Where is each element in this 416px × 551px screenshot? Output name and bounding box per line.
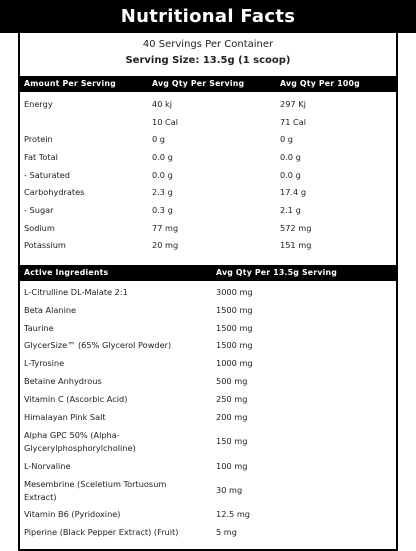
nutrition-row-per-100g: 17.4 g bbox=[280, 187, 307, 197]
ingredient-name: Beta Alanine bbox=[24, 305, 77, 315]
ingredient-qty: 1500 mg bbox=[216, 305, 253, 315]
ingredient-qty: 500 mg bbox=[216, 376, 248, 386]
nutrition-row-label: Carbohydrates bbox=[24, 187, 85, 197]
ingredient-name-line2: Extract) bbox=[24, 492, 57, 502]
ingredient-qty: 3000 mg bbox=[216, 287, 253, 297]
ingredient-qty: 200 mg bbox=[216, 412, 248, 422]
serving-size: Serving Size: 13.5g (1 scoop) bbox=[125, 55, 291, 66]
ingredient-name: Vitamin B6 (Pyridoxine) bbox=[24, 509, 121, 519]
nutrition-row-per-serving: 0.0 g bbox=[152, 170, 173, 180]
nutrition-row-per-serving: 10 Cal bbox=[152, 117, 179, 127]
ingredient-name: Himalayan Pink Salt bbox=[24, 412, 106, 422]
ingredient-name: Betaine Anhydrous bbox=[24, 376, 102, 386]
nutrition-row-label: Potassium bbox=[24, 240, 66, 250]
ingredient-qty: 5 mg bbox=[216, 527, 237, 537]
nutrition-panel bbox=[18, 33, 398, 551]
nutrition-header-amount: Amount Per Serving bbox=[24, 79, 116, 88]
nutrition-row-label: - Sugar bbox=[24, 205, 54, 215]
page-title: Nutritional Facts bbox=[0, 0, 416, 33]
nutrition-header bbox=[20, 76, 396, 92]
ingredient-name: L-Norvaline bbox=[24, 461, 71, 471]
ingredients-header-name: Active Ingredients bbox=[24, 268, 109, 277]
ingredient-name-line2: Glycerylphosphorylcholine) bbox=[24, 443, 136, 453]
nutrition-row-label: Fat Total bbox=[24, 152, 58, 162]
nutrition-row-per-serving: 77 mg bbox=[152, 223, 179, 233]
nutrition-row-per-100g: 0.0 g bbox=[280, 152, 301, 162]
ingredient-name: Piperine (Black Pepper Extract) (Fruit) bbox=[24, 527, 179, 537]
nutrition-row-per-serving: 0.3 g bbox=[152, 205, 173, 215]
ingredient-name: Taurine bbox=[24, 323, 54, 333]
nutrition-row-per-100g: 0 g bbox=[280, 134, 294, 144]
nutrition-header-per-100g: Avg Qty Per 100g bbox=[280, 79, 360, 88]
ingredient-qty: 30 mg bbox=[216, 485, 243, 495]
nutrition-row-per-serving: 40 kj bbox=[152, 99, 173, 109]
servings-per-container: 40 Servings Per Container bbox=[142, 39, 274, 50]
ingredient-qty: 1500 mg bbox=[216, 323, 253, 333]
ingredient-qty: 250 mg bbox=[216, 394, 248, 404]
nutrition-row-per-100g: 151 mg bbox=[280, 240, 312, 250]
nutrition-row-per-serving: 2.3 g bbox=[152, 187, 173, 197]
nutrition-row-per-serving: 0.0 g bbox=[152, 152, 173, 162]
ingredient-qty: 12.5 mg bbox=[216, 509, 251, 519]
ingredient-qty: 150 mg bbox=[216, 436, 248, 446]
ingredients-header-qty: Avg Qty Per 13.5g Serving bbox=[216, 268, 338, 277]
ingredient-qty: 100 mg bbox=[216, 461, 248, 471]
ingredient-name: L-Citrulline DL-Malate 2:1 bbox=[24, 287, 128, 297]
nutrition-row-label: Protein bbox=[24, 134, 53, 144]
nutrition-row-label: - Saturated bbox=[24, 170, 70, 180]
nutrition-row-per-100g: 572 mg bbox=[280, 223, 312, 233]
nutrition-header-per-serving: Avg Qty Per Serving bbox=[152, 79, 245, 88]
nutrition-row-per-100g: 0.0 g bbox=[280, 170, 301, 180]
ingredient-name: GlycerSize™ (65% Glycerol Powder) bbox=[24, 340, 172, 350]
ingredient-name-line1: Alpha GPC 50% (Alpha- bbox=[24, 430, 120, 440]
nutrition-row-per-serving: 0 g bbox=[152, 134, 166, 144]
nutrition-row-label: Sodium bbox=[24, 223, 55, 233]
nutrition-row-label: Energy bbox=[24, 99, 53, 109]
ingredient-name: Vitamin C (Ascorbic Acid) bbox=[24, 394, 128, 404]
nutrition-row-per-100g: 297 Kj bbox=[280, 99, 306, 109]
ingredient-name: L-Tyrosine bbox=[24, 358, 65, 368]
ingredients-header bbox=[20, 265, 396, 281]
nutrition-row-per-100g: 2.1 g bbox=[280, 205, 301, 215]
nutrition-row-per-serving: 20 mg bbox=[152, 240, 179, 250]
ingredient-name-line1: Mesembrine (Sceletium Tortuosum bbox=[24, 479, 167, 489]
ingredient-qty: 1000 mg bbox=[216, 358, 253, 368]
ingredient-qty: 1500 mg bbox=[216, 340, 253, 350]
nutrition-row-per-100g: 71 Cal bbox=[280, 117, 307, 127]
